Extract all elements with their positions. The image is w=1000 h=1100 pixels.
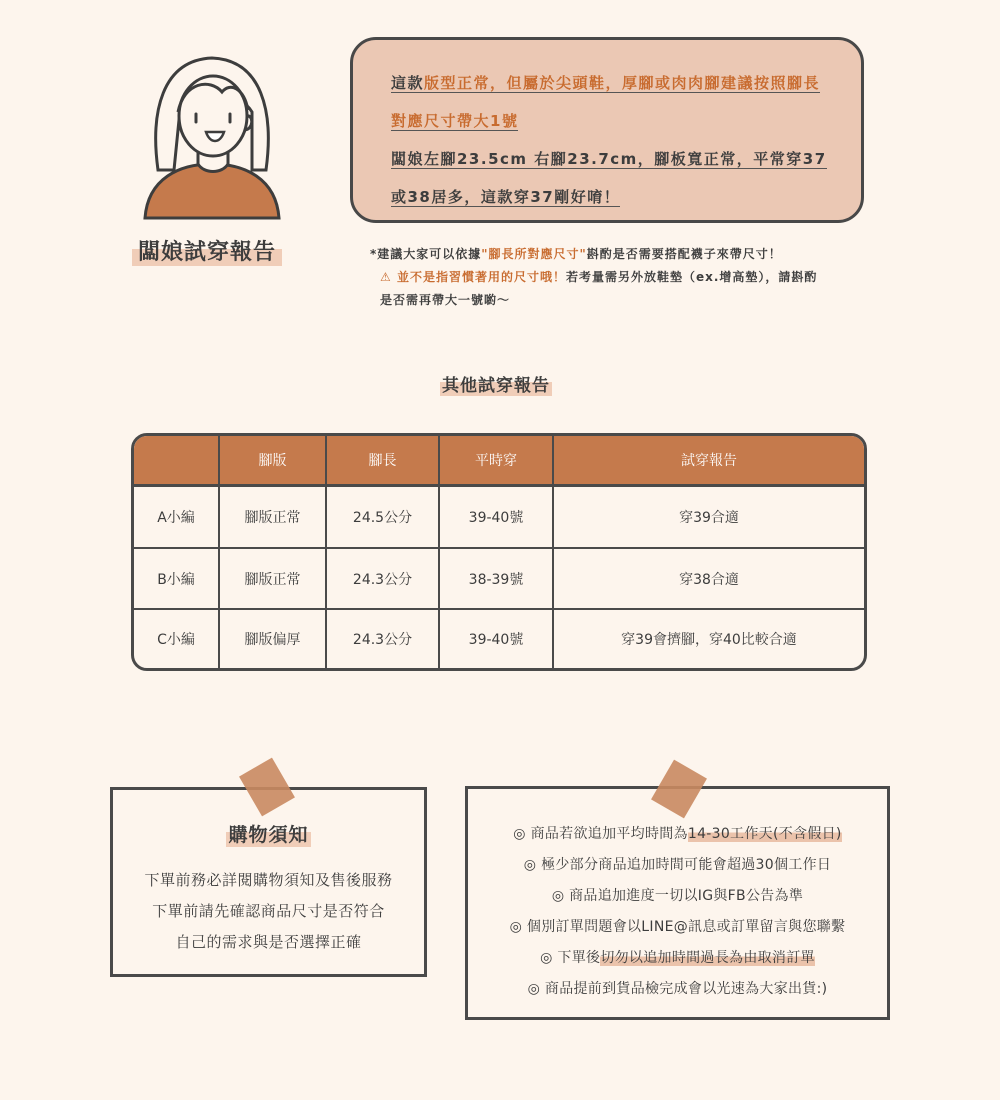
speech-bubble: [350, 37, 864, 223]
info-line: ◎ 商品若欲追加平均時間為14-30工作天(不含假日): [513, 826, 842, 842]
info-line: ◎ 商品提前到貨品檢完成會以光速為大家出貨:): [527, 981, 828, 997]
table-header: 平時穿: [439, 436, 553, 486]
table-cell: A小編: [134, 486, 219, 549]
table-cell: 39-40號: [439, 609, 553, 668]
info-line: ◎ 極少部分商品追加時間可能會超過30個工作日: [523, 857, 832, 873]
table-cell: 穿39會擠腳，穿40比較合適: [553, 609, 864, 668]
table-cell: 腳版正常: [219, 548, 326, 609]
shopping-notice-body: [113, 865, 424, 958]
restock-info-list: [468, 819, 887, 1005]
restock-info-card: [465, 786, 890, 1020]
table-cell: 腳版偏厚: [219, 609, 326, 668]
speech-line-3: 闆娘左腳23.5cm 右腳23.7cm，腳板寬正常，平常穿37: [391, 150, 827, 168]
table-cell: 腳版正常: [219, 486, 326, 549]
avatar-illustration: [140, 52, 285, 220]
table-cell: 39-40號: [439, 486, 553, 549]
notice-line: 自己的需求與是否選擇正確: [175, 933, 362, 951]
other-reports-title: 其他試穿報告: [440, 371, 552, 396]
size-note: *建議大家可以依據"腳長所對應尺寸"斟酌是否需要搭配襪子來帶尺寸！ ⚠ 並不是指習慣著用的尺寸哦！若考量需另外放鞋墊（ex.增高墊），請斟酌 是否需再帶大一號喲～: [370, 247, 818, 307]
fit-report-table: [131, 433, 867, 671]
table-cell: 38-39號: [439, 548, 553, 609]
boss-report-title: 闆娘試穿報告: [132, 235, 282, 266]
info-line: ◎ 商品追加進度一切以IG與FB公告為準: [551, 888, 804, 904]
table-cell: 24.5公分: [326, 486, 439, 549]
notice-line: 下單前務必詳閱購物須知及售後服務: [144, 871, 393, 889]
warning-icon: ⚠: [380, 270, 392, 284]
shopping-notice-card: [110, 787, 427, 977]
table-header-row: [134, 436, 864, 486]
table-row: [134, 609, 864, 668]
shopping-notice-title: 購物須知: [226, 820, 310, 847]
speech-line-1: 這款版型正常，但屬於尖頭鞋，厚腳或肉肉腳建議按照腳長: [391, 74, 821, 92]
table-cell: 穿38合適: [553, 548, 864, 609]
table-cell: 穿39合適: [679, 510, 739, 527]
speech-line-4: 或38居多，這款穿37剛好唷！: [391, 188, 621, 206]
notice-line: 下單前請先確認商品尺寸是否符合: [152, 902, 385, 920]
table-cell: 24.3公分: [326, 548, 439, 609]
speech-line-2: 對應尺寸帶大1號: [391, 112, 519, 130]
table-row: [134, 548, 864, 609]
table-header: 試穿報告: [553, 436, 864, 486]
table-cell: 24.3公分: [326, 609, 439, 668]
table-cell: C小編: [134, 609, 219, 668]
table-header: 腳長: [326, 436, 439, 486]
table-header: 腳版: [219, 436, 326, 486]
table-header: [134, 436, 219, 486]
table-row: [134, 486, 864, 549]
info-line: ◎ 下單後切勿以追加時間過長為由取消訂單: [540, 950, 815, 966]
info-line: ◎ 個別訂單問題會以LINE@訊息或訂單留言與您聯繫: [509, 919, 846, 935]
table-cell: B小編: [134, 548, 219, 609]
